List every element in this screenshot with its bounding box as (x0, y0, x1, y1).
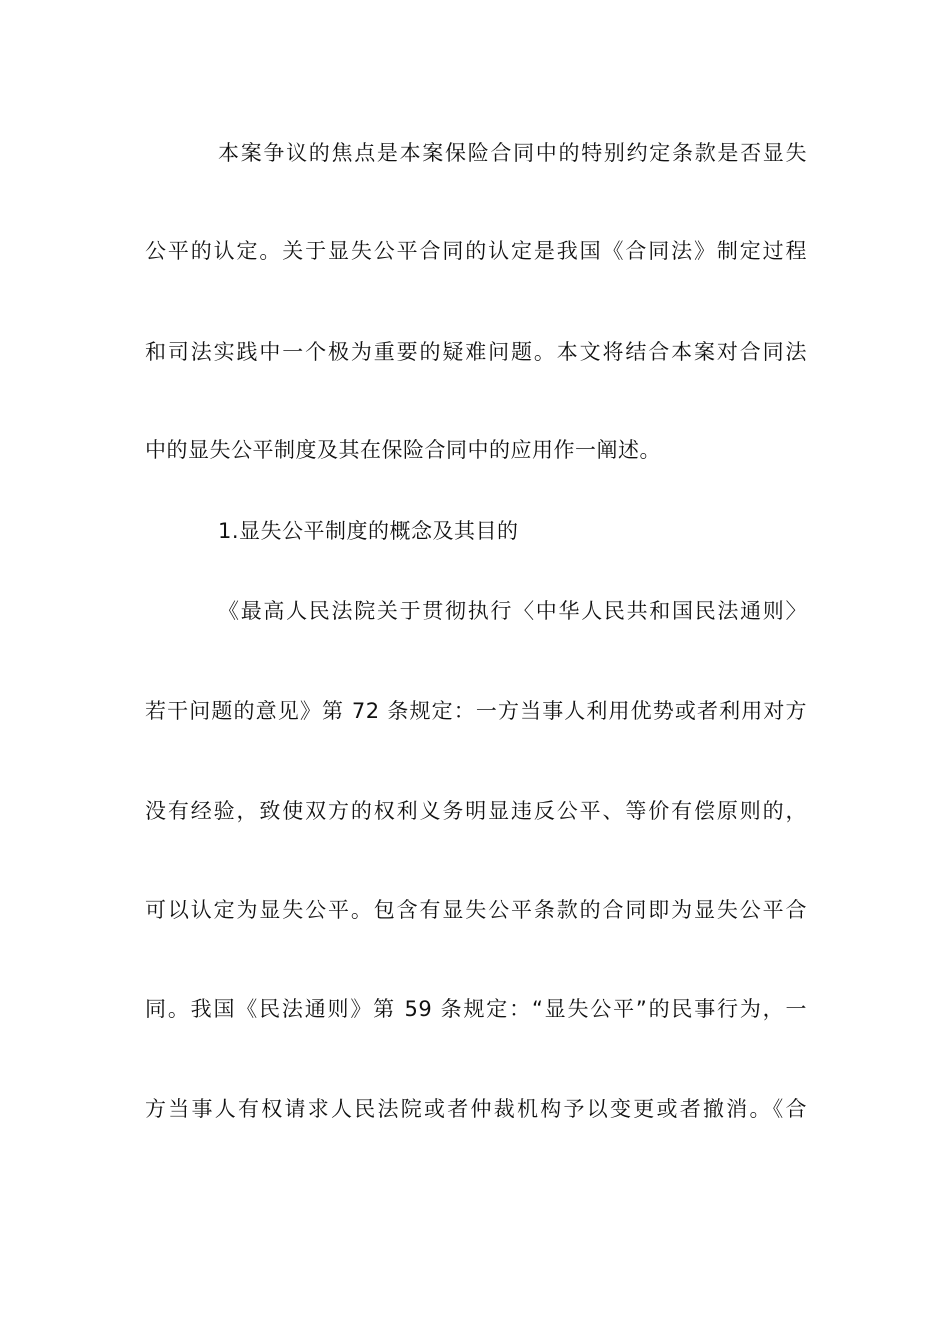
paragraph-line: 若干问题的意见》第 72 条规定：一方当事人利用优势或者利用对方 (145, 699, 807, 723)
paragraph-line: 方当事人有权请求人民法院或者仲裁机构予以变更或者撤消。《合 (145, 1097, 807, 1121)
paragraph-line: 中的显失公平制度及其在保险合同中的应用作一阐述。 (145, 438, 661, 462)
section-heading: 1.显失公平制度的概念及其目的 (218, 519, 519, 543)
paragraph-line: 可以认定为显失公平。包含有显失公平条款的合同即为显失公平合 (145, 898, 807, 922)
paragraph-line: 同。我国《民法通则》第 59 条规定：“显失公平”的民事行为，一 (145, 997, 807, 1021)
paragraph-line: 和司法实践中一个极为重要的疑难问题。本文将结合本案对合同法 (145, 340, 807, 364)
paragraph-line: 《最高人民法院关于贯彻执行〈中华人民共和国民法通则〉 (218, 599, 807, 623)
paragraph-line: 没有经验，致使双方的权利义务明显违反公平、等价有偿原则的， (145, 799, 807, 823)
paragraph-line: 公平的认定。关于显失公平合同的认定是我国《合同法》制定过程 (145, 239, 807, 263)
paragraph-line: 本案争议的焦点是本案保险合同中的特别约定条款是否显失 (218, 141, 807, 165)
